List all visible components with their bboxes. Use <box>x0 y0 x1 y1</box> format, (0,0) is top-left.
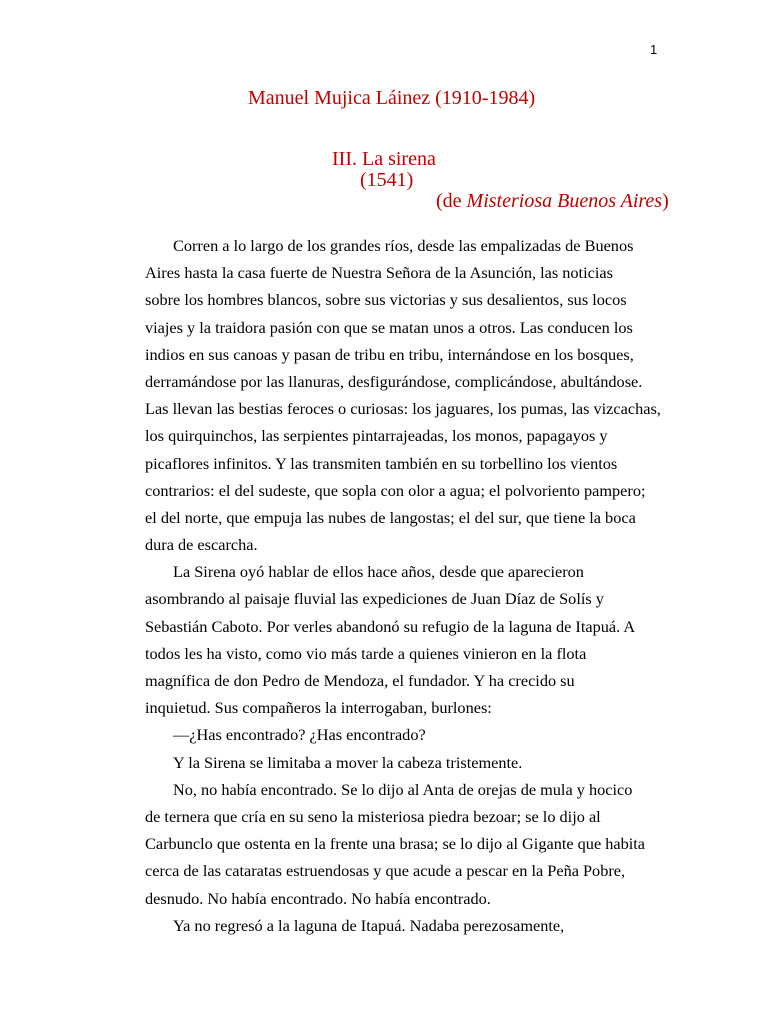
source-suffix: ) <box>662 190 669 212</box>
text-line: Las llevan las bestias feroces o curiosas: los jaguares, los pumas, las vizcachas, <box>145 399 661 419</box>
text-line: magnífica de don Pedro de Mendoza, el fundador. Y ha crecido su <box>145 671 575 690</box>
text-line: contrarios: el del sudeste, que sopla con olor a agua; el polvoriento pampero; <box>145 480 646 500</box>
source-prefix: (de <box>436 190 467 212</box>
text-line: todos les ha visto, como vio más tarde a quienes vinieron en la flota <box>145 643 587 663</box>
chapter-year: (1541) <box>360 169 414 191</box>
text-line: La Sirena oyó hablar de ellos hace años, desde que aparecieron <box>173 562 584 582</box>
text-line: el del norte, que empuja las nubes de langostas; el del sur, que tiene la boca <box>145 507 636 527</box>
chapter-title: III. La sirena <box>332 148 436 170</box>
text-line: asombrando al paisaje fluvial las expediciones de Juan Díaz de Solís y <box>145 589 604 609</box>
source-attribution <box>436 190 669 213</box>
text-line: derramándose por las llanuras, desfigurándose, complicándose, abultándose. <box>145 371 643 391</box>
text-line: Y la Sirena se limitaba a mover la cabeza tristemente. <box>173 752 523 772</box>
text-line: inquietud. Sus compañeros la interrogaban, burlones: <box>145 698 492 718</box>
page-number: 1 <box>650 42 658 57</box>
text-line: No, no había encontrado. Se lo dijo al Anta de orejas de mula y hocico <box>173 779 633 799</box>
text-line: los quirquinchos, las serpientes pintarrajeadas, los monos, papagayos y <box>145 426 608 446</box>
text-line: desnudo. No había encontrado. No había encontrado. <box>145 888 491 908</box>
text-line: de ternera que cría en su seno la misteriosa piedra bezoar; se lo dijo al <box>145 806 601 826</box>
text-line: —¿Has encontrado? ¿Has encontrado? <box>173 725 426 745</box>
text-line: Corren a lo largo de los grandes ríos, desde las empalizadas de Buenos <box>173 236 634 255</box>
text-line: sobre los hombres blancos, sobre sus victorias y sus desalientos, sus locos <box>145 290 627 310</box>
text-line: Sebastián Caboto. Por verles abandonó su refugio de la laguna de Itapuá. A <box>145 616 636 636</box>
text-line: viajes y la traidora pasión con que se matan unos a otros. Las conducen los <box>145 317 633 337</box>
text-line: picaflores infinitos. Y las transmiten también en su torbellino los vientos <box>145 453 618 473</box>
text-line: dura de escarcha. <box>145 535 258 555</box>
body-text <box>145 232 665 939</box>
text-line: Carbunclo que ostenta en la frente una brasa; se lo dijo al Gigante que habita <box>145 834 646 854</box>
text-line: Ya no regresó a la laguna de Itapuá. Nadaba perezosamente, <box>173 915 565 935</box>
text-line: Aires hasta la casa fuerte de Nuestra Señora de la Asunción, las noticias <box>145 263 613 283</box>
text-line: indios en sus canoas y pasan de tribu en tribu, internándose en los bosques, <box>145 344 634 364</box>
author-heading: Manuel Mujica Láinez (1910-1984) <box>248 87 536 109</box>
text-line: cerca de las cataratas estruendosas y que acude a pescar en la Peña Pobre, <box>145 861 626 881</box>
source-book-title: Misteriosa Buenos Aires <box>466 190 663 212</box>
